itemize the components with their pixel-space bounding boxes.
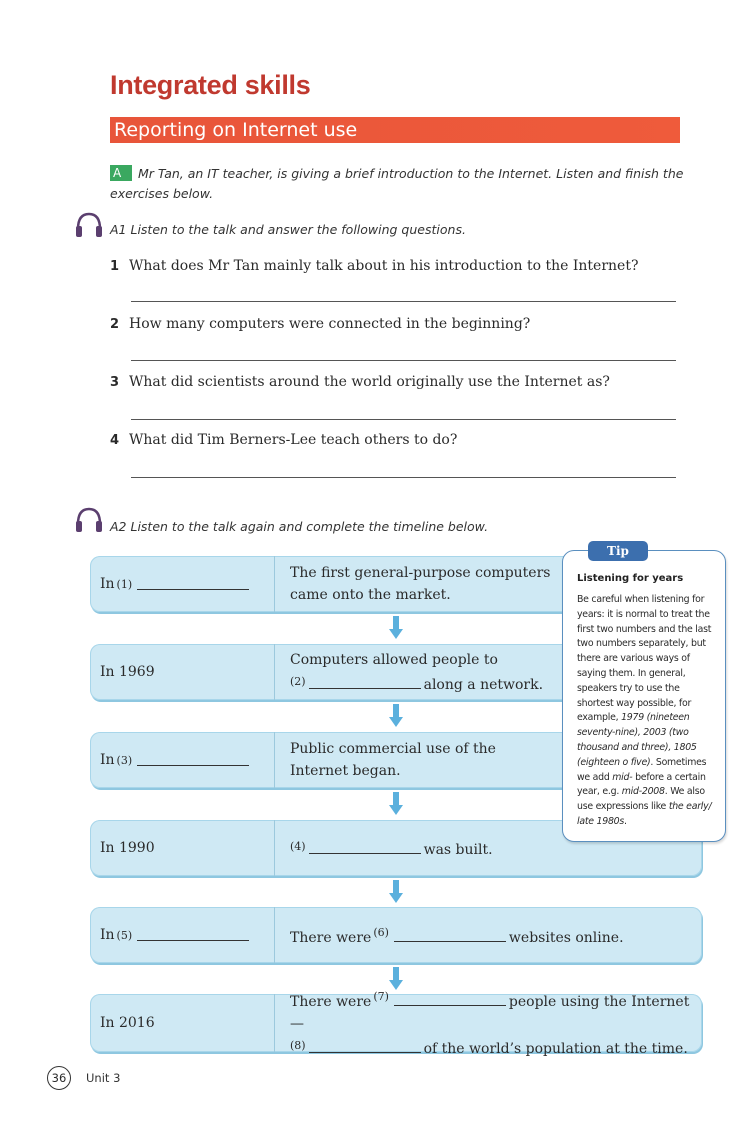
timeline-date: In 1990 [90, 820, 275, 876]
question-text: How many computers were connected in the beginning? [129, 316, 531, 332]
blank-6[interactable] [394, 930, 506, 942]
timeline-event: $^{(4)}$ was built. [290, 839, 493, 858]
section-title: Reporting on Internet use [110, 117, 680, 143]
answer-line-4[interactable] [131, 477, 676, 478]
arrow-down-icon [389, 792, 403, 816]
tip-box [562, 550, 726, 842]
answer-line-1[interactable] [131, 301, 676, 302]
question-4 [110, 432, 457, 448]
question-2 [110, 316, 530, 332]
blank-7[interactable] [394, 994, 506, 1006]
tip-tab: Tip [588, 541, 648, 561]
page-number: 36 [47, 1066, 71, 1090]
timeline-row-5 [90, 907, 702, 963]
blank-4[interactable] [309, 842, 421, 854]
headphones-icon [74, 211, 104, 239]
question-text: What did scientists around the world originally use the Internet as? [129, 374, 610, 390]
headphones-icon [74, 506, 104, 534]
blank-2[interactable] [309, 677, 421, 689]
part-a-intro [110, 164, 690, 204]
timeline-event: Public commercial use of the Internet began. [290, 741, 496, 779]
question-text: What did Tim Berners-Lee teach others to do? [129, 432, 458, 448]
tip-body: Be careful when listening for years: it is normal to treat the first two numbers and the last two numbers separately, but there are various ways of saying them. In general, speakers try to use the shortest way possible, for example, 1979 (nineteen seventy-nine), 2003 (two thousand and three), 1805 (eighteen o five). Sometimes we add mid- before a certain year, e.g. mid-2008. We also use expressions like the early/ late 1980s. [577, 594, 712, 827]
timeline-event: There were $^{(7)}$ people using the Internet— $^{(8)}$ of the world’s population at the time. [290, 990, 690, 1057]
timeline-event: Computers allowed people to $^{(2)}$ along a network. [290, 651, 544, 693]
blank-3[interactable] [137, 754, 249, 766]
timeline-date: In (5) [90, 907, 275, 963]
question-3 [110, 374, 610, 390]
question-text: What does Mr Tan mainly talk about in his introduction to the Internet? [129, 258, 639, 274]
part-a-intro-text: Mr Tan, an IT teacher, is giving a brief introduction to the Internet. Listen and finish the exercises below. [110, 166, 684, 201]
answer-line-3[interactable] [131, 419, 676, 420]
question-1 [110, 258, 638, 274]
question-number: 1 [110, 259, 120, 274]
blank-1[interactable] [137, 578, 249, 590]
blank-5[interactable] [137, 929, 249, 941]
part-a-badge: A [110, 165, 132, 181]
tip-heading: Listening for years [577, 573, 684, 584]
unit-label: Unit 3 [86, 1071, 121, 1085]
timeline-row-6 [90, 990, 702, 1057]
a2-instruction: A2 Listen to the talk again and complete the timeline below. [110, 519, 489, 534]
answer-line-2[interactable] [131, 360, 676, 361]
question-number: 4 [110, 433, 120, 448]
a1-instruction: A1 Listen to the talk and answer the following questions. [110, 222, 466, 237]
timeline-event: There were $^{(6)}$ websites online. [290, 925, 624, 946]
timeline-date: In 2016 [90, 994, 275, 1052]
arrow-down-icon [389, 704, 403, 728]
timeline-date: In (1) [90, 556, 275, 612]
arrow-down-icon [389, 880, 403, 904]
blank-8[interactable] [309, 1041, 421, 1053]
timeline-date: In 1969 [90, 644, 275, 700]
arrow-down-icon [389, 616, 403, 640]
question-number: 2 [110, 317, 120, 332]
timeline-date: In (3) [90, 732, 275, 788]
timeline-event: The first general-purpose computers came onto the market. [290, 565, 551, 603]
page-title: Integrated skills [110, 70, 311, 100]
question-number: 3 [110, 375, 120, 390]
